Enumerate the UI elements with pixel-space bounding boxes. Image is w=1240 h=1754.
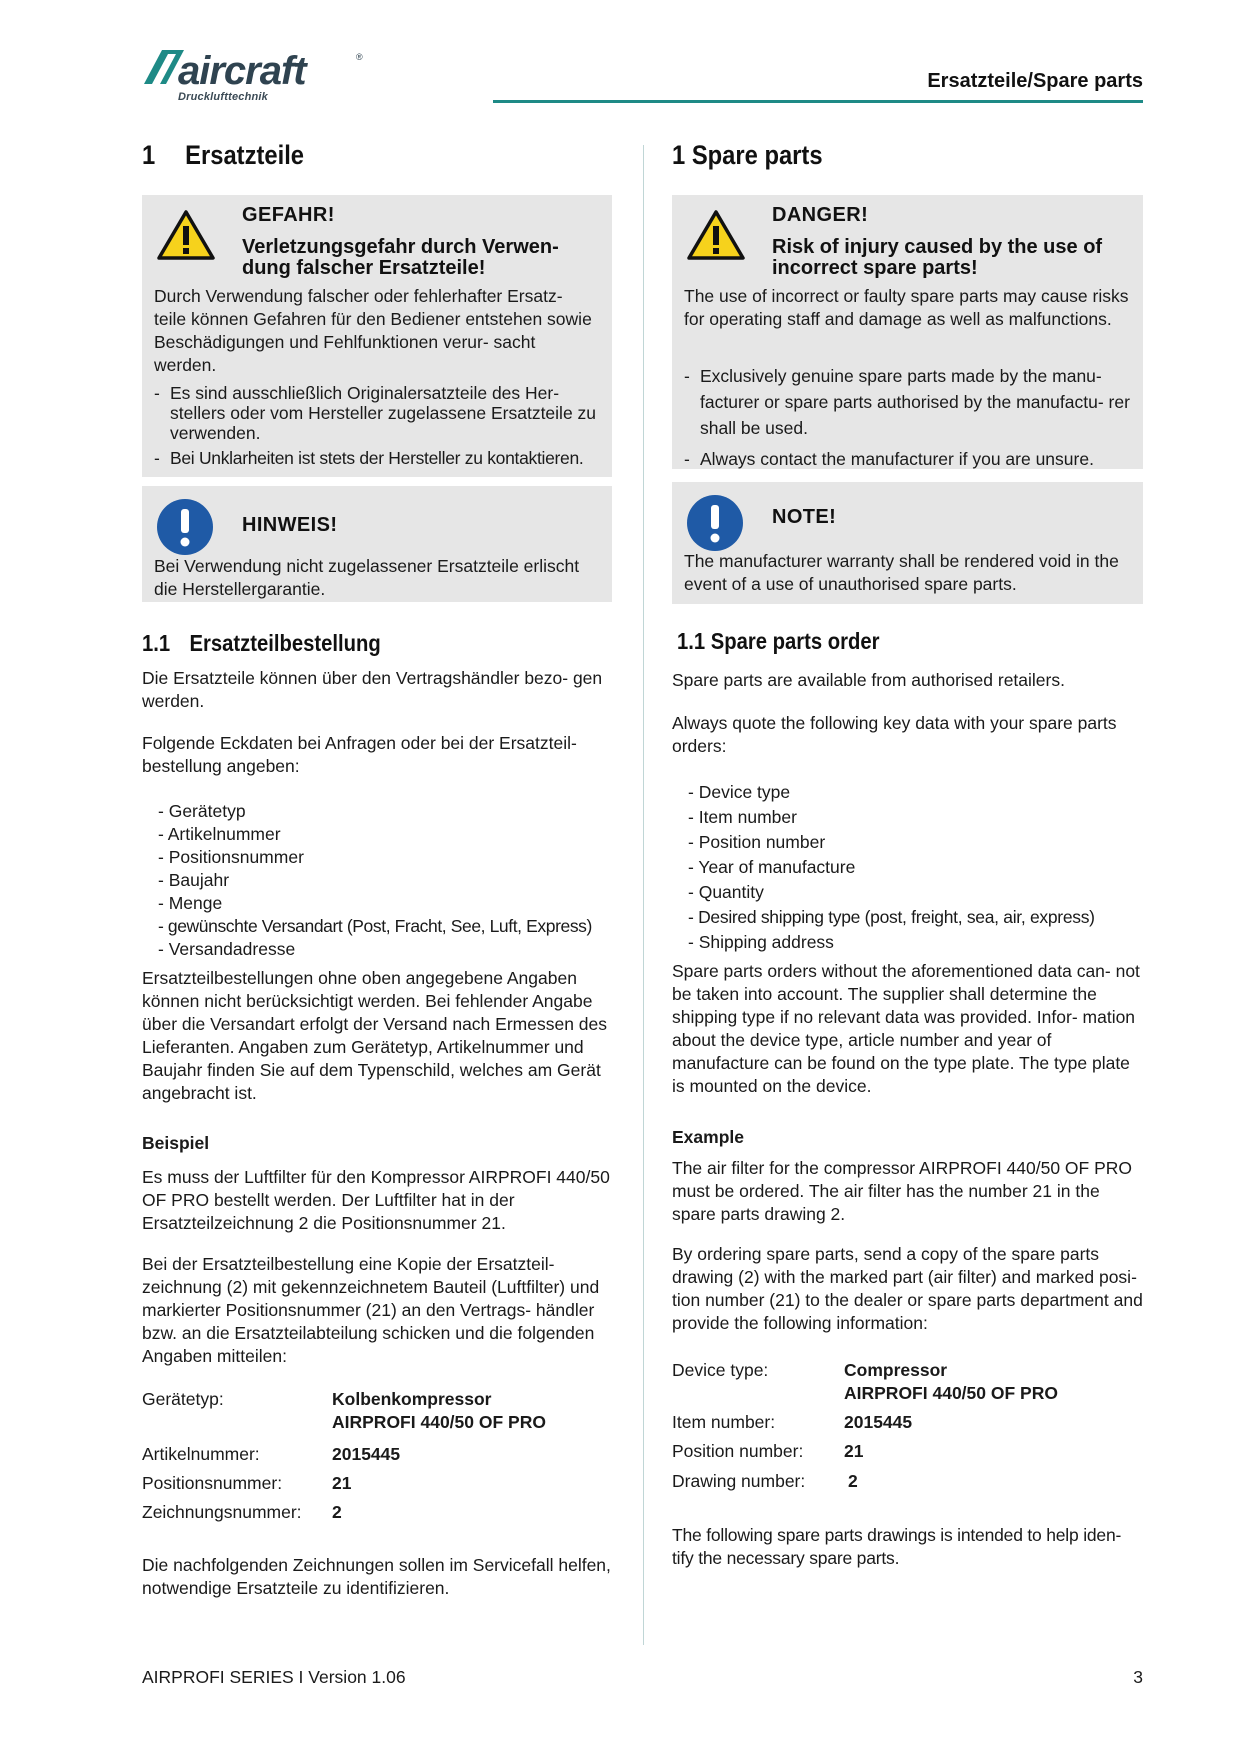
- note-text-en: The manufacturer warranty shall be rendered void in the event of a use of unauthorised spare parts.: [684, 551, 1119, 594]
- paragraph-2-de: Folgende Eckdaten bei Anfragen oder bei der Ersatzteil- bestellung angeben:: [142, 733, 577, 776]
- example-heading-en: Example: [672, 1127, 744, 1147]
- paragraph-1-en: Spare parts are available from authorised retailers.: [672, 670, 1065, 690]
- danger-title-de: GEFAHR!: [242, 204, 335, 226]
- svg-text:aircraft: aircraft: [178, 49, 306, 93]
- note-title-en: NOTE!: [772, 506, 837, 528]
- list-item: - Exclusively genuine spare parts made by the manu- facturer or spare parts authorised by the manufactu- rer shall be used.: [684, 363, 1131, 441]
- paragraph-5-en: By ordering spare parts, send a copy of the spare parts drawing (2) with the marked part (air filter) and marked posi- tion number (21) to the dealer or spare parts department and provide the following information:: [672, 1244, 1143, 1333]
- paragraph-1-de: Die Ersatzteile können über den Vertragshändler bezo- gen werden.: [142, 668, 603, 711]
- subsection-title-en: 1.1 Spare parts order: [677, 628, 880, 654]
- list-item: - Artikelnummer: [158, 823, 612, 846]
- list-item: - gewünschte Versandart (Post, Fracht, See, Luft, Express): [158, 915, 612, 938]
- note-title-de: HINWEIS!: [242, 514, 338, 536]
- data-list-de: [158, 800, 612, 961]
- danger-box-en: [672, 195, 1143, 469]
- brand-subtitle: Drucklufttechnik: [178, 91, 268, 103]
- paragraph-6-de: Die nachfolgenden Zeichnungen sollen im Servicefall helfen, notwendige Ersatzteile zu identifizieren.: [142, 1555, 611, 1598]
- column-divider: [643, 145, 644, 1645]
- list-item: - Always contact the manufacturer if you are unsure.: [684, 446, 1131, 472]
- header-title: Ersatzteile/Spare parts: [927, 70, 1143, 92]
- paragraph-5-de: Bei der Ersatzteilbestellung eine Kopie der Ersatzteil- zeichnung (2) mit gekennzeichnetem Bauteil (Luftfilter) und markierter Positionsnummer (21) an den Vertrags- händler bzw. an die Ersatzteilabteilung schicken und die folgenden Angaben mitteilen:: [142, 1254, 600, 1366]
- paragraph-4-de: Es muss der Luftfilter für den Kompressor AIRPROFI 440/50 OF PRO bestellt werden. Der Luftfilter hat in der Ersatzteilzeichnung 2 die Positionsnummer 21.: [142, 1167, 610, 1233]
- list-item: - Baujahr: [158, 869, 612, 892]
- exclamation-circle-icon: [156, 498, 214, 556]
- example-heading-de: Beispiel: [142, 1133, 210, 1153]
- paragraph-3-de: Ersatzteilbestellungen ohne oben angegebene Angaben können nicht berücksichtigt werden. Bei fehlender Angabe über die Versandart erfolgt der Versand nach Ermessen des Lieferanten. Angaben zum Gerätetyp, Artikelnummer und Baujahr finden Sie auf dem Typenschild, welches am Gerät angebracht ist.: [142, 968, 607, 1103]
- note-text-de: Bei Verwendung nicht zugelassener Ersatzteile erlischt die Herstellergarantie.: [154, 556, 580, 599]
- list-item: - Versandadresse: [158, 938, 612, 961]
- exclamation-circle-icon: [686, 494, 744, 552]
- page-number: 3: [1133, 1667, 1143, 1687]
- list-item: - Bei Unklarheiten ist stets der Hersteller zu kontaktieren.: [154, 448, 600, 468]
- list-item: - Positionsnummer: [158, 846, 612, 869]
- data-list-en: [688, 780, 1143, 955]
- danger-text-de: Durch Verwendung falscher oder fehlerhafter Ersatz- teile können Gefahren für den Bediener entstehen sowie Beschädigungen und Fehlfunktionen verur- sacht werden.: [154, 286, 592, 375]
- list-item: - Year of manufacture: [688, 855, 1143, 880]
- danger-subtitle-de: Verletzungsgefahr durch Verwen- dung falscher Ersatzteile!: [242, 236, 559, 279]
- list-item: - Es sind ausschließlich Originalersatzteile des Her- stellers oder vom Hersteller zugelassene Ersatzteile zu verwenden.: [154, 383, 600, 443]
- list-item: - Item number: [688, 805, 1143, 830]
- svg-text:®: ®: [356, 52, 363, 62]
- subsection-title-de: 1.1 Ersatzteilbestellung: [142, 630, 381, 656]
- list-item: - Shipping address: [688, 930, 1143, 955]
- warning-triangle-icon: [686, 209, 746, 261]
- list-item: - Position number: [688, 830, 1143, 855]
- danger-text-en: The use of incorrect or faulty spare parts may cause risks for operating staff and damage as well as malfunctions.: [684, 286, 1129, 329]
- note-box-en: [672, 482, 1143, 604]
- danger-subtitle-en: Risk of injury caused by the use of incorrect spare parts!: [772, 236, 1103, 279]
- list-item: - Quantity: [688, 880, 1143, 905]
- list-item: - Gerätetyp: [158, 800, 612, 823]
- danger-list-de: [154, 383, 600, 473]
- paragraph-4-en: The air filter for the compressor AIRPROFI 440/50 OF PRO must be ordered. The air filter has the number 21 in the spare parts drawing 2.: [672, 1158, 1133, 1224]
- list-item: - Desired shipping type (post, freight, sea, air, express): [688, 905, 1143, 930]
- note-box-de: [142, 486, 612, 602]
- warning-triangle-icon: [156, 209, 216, 261]
- paragraph-3-en: Spare parts orders without the aforementioned data can- not be taken into account. The supplier shall determine the shipping type if no relevant data was provided. Infor- mation about the device type, article number and year of manufacture can be found on the type plate. The type plate is mounted on the device.: [672, 961, 1140, 1096]
- danger-box-de: [142, 195, 612, 477]
- paragraph-2-en: Always quote the following key data with your spare parts orders:: [672, 713, 1117, 756]
- paragraph-6-en: The following spare parts drawings is intended to help iden- tify the necessary spare parts.: [672, 1525, 1122, 1568]
- kv-device-type-de: Gerätetyp: Kolbenkompressor AIRPROFI 440/50 OF PRO: [142, 1389, 546, 1432]
- danger-title-en: DANGER!: [772, 204, 869, 226]
- list-item: - Menge: [158, 892, 612, 915]
- section-title-en: 1 Spare parts: [672, 140, 823, 170]
- danger-list-en: [684, 363, 1131, 477]
- header-rule: [493, 100, 1143, 103]
- section-title-de: 1 Ersatzteile: [142, 140, 305, 170]
- list-item: - Device type: [688, 780, 1143, 805]
- kv-device-type-en: Device type: Compressor AIRPROFI 440/50 OF PRO: [672, 1360, 1058, 1403]
- footer-version: AIRPROFI SERIES I Version 1.06: [142, 1667, 406, 1687]
